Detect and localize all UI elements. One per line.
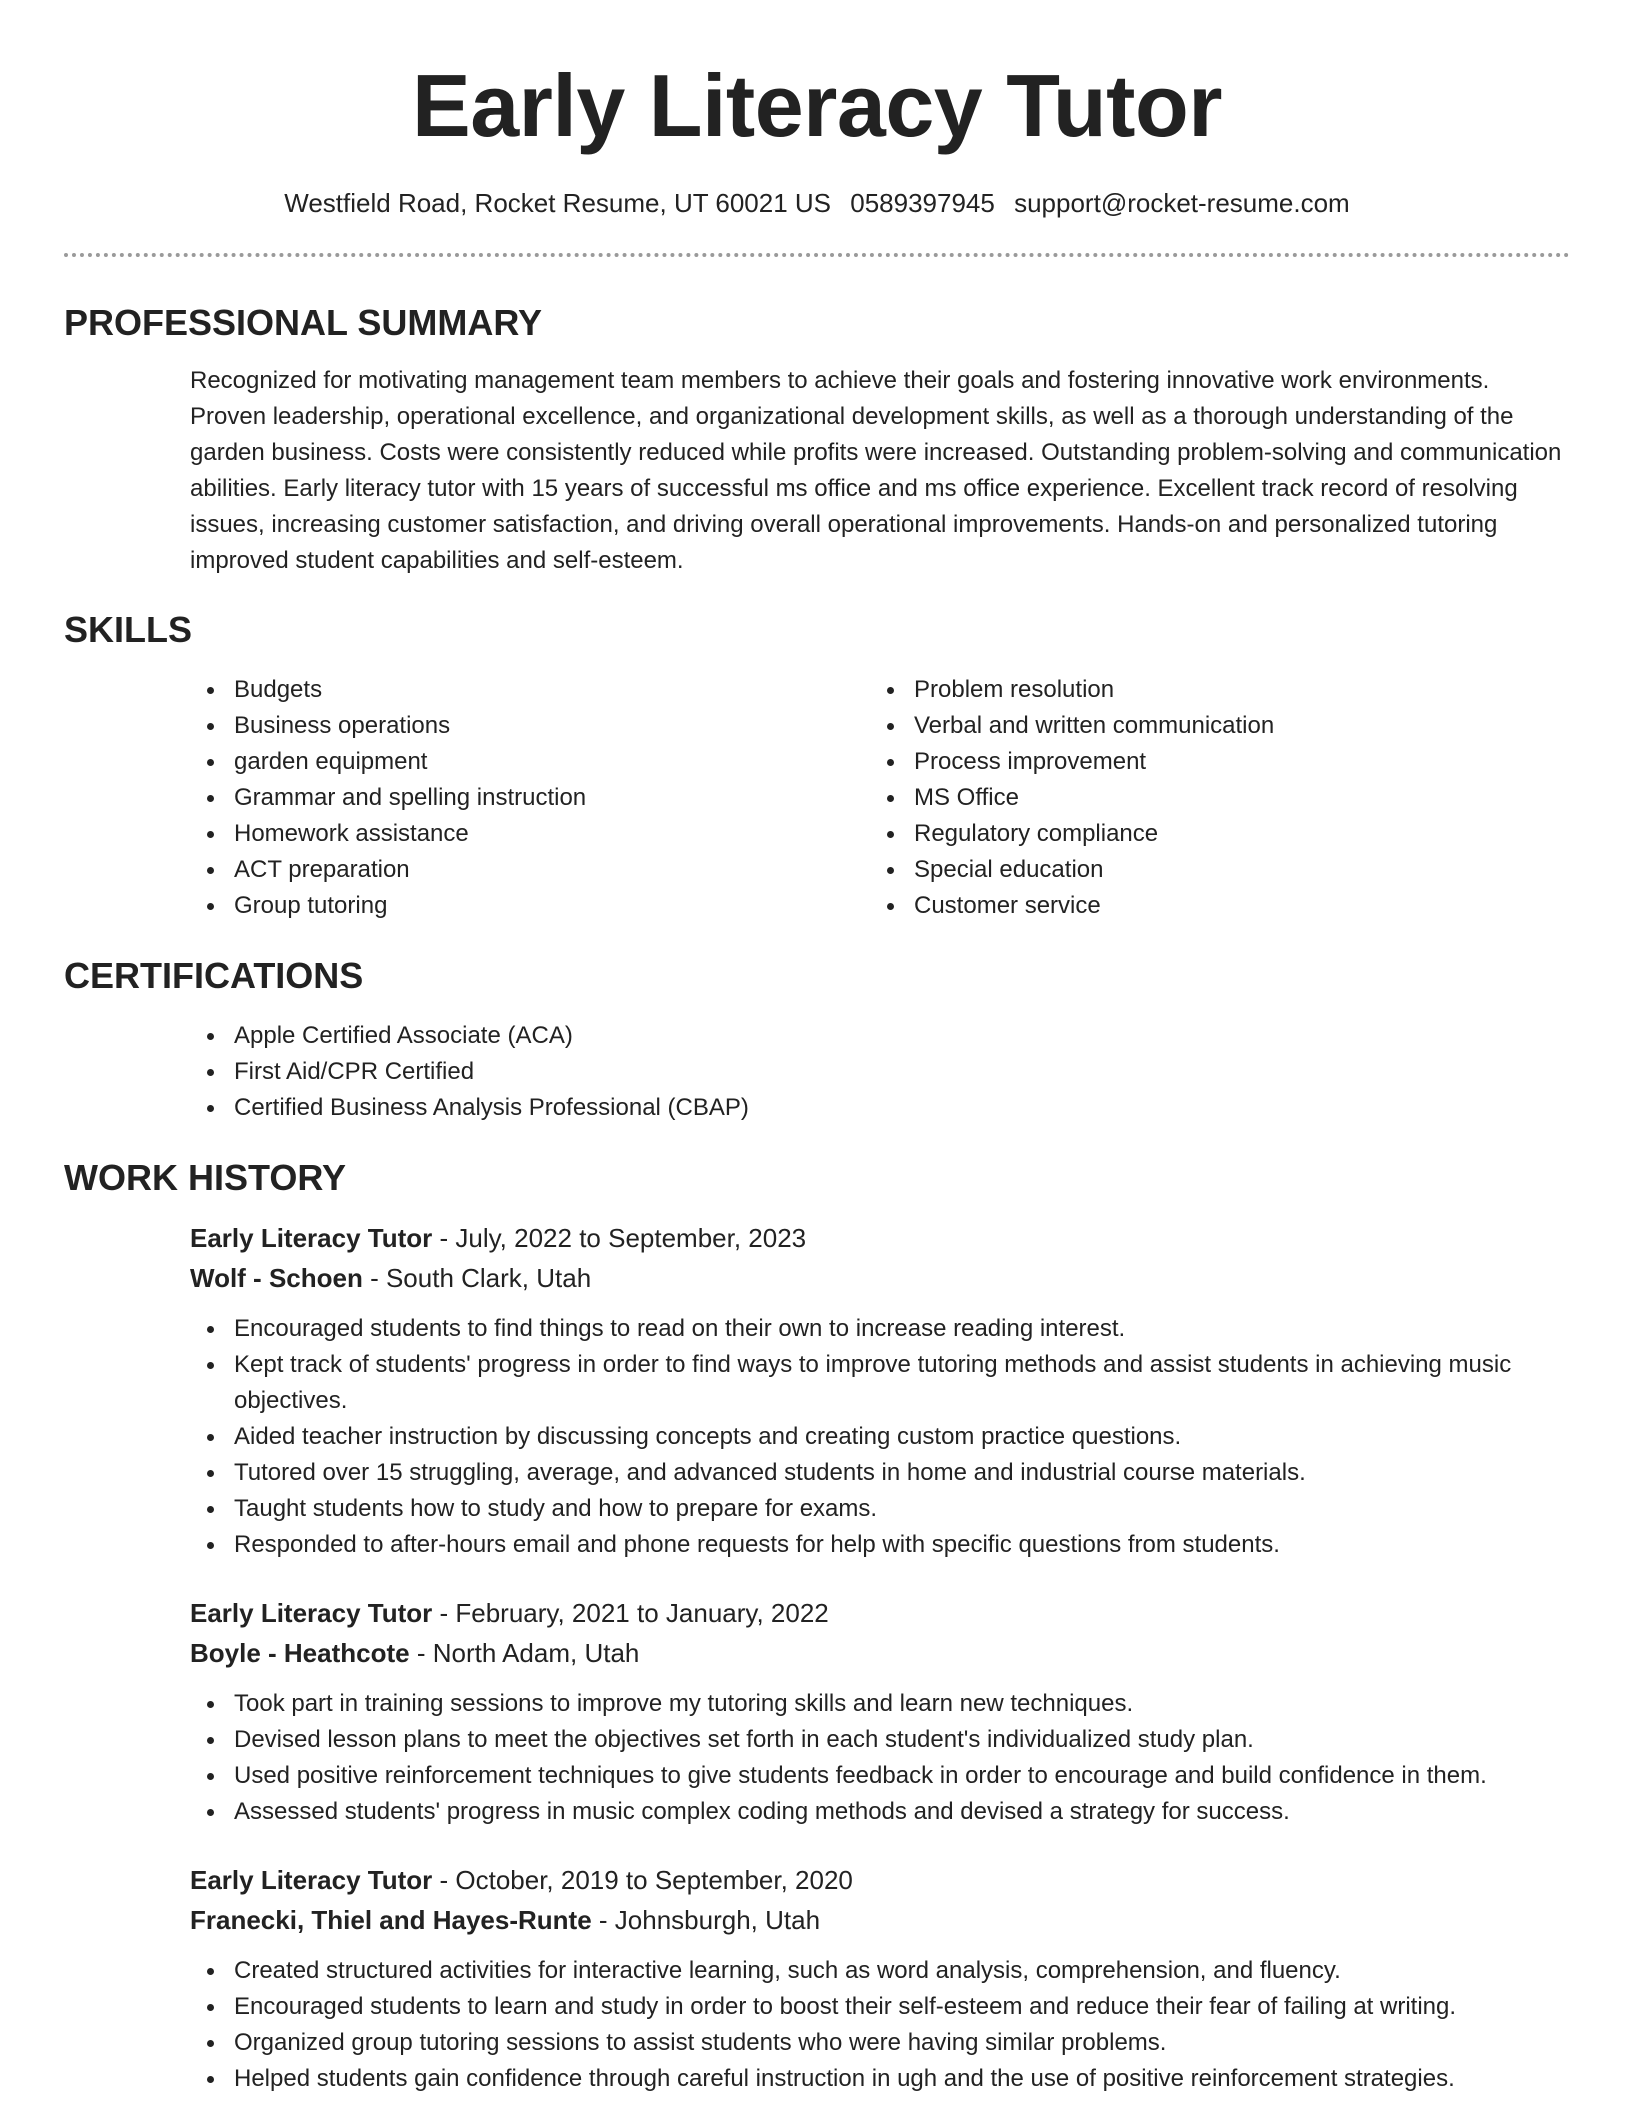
header-divider bbox=[64, 253, 1570, 257]
job-bullet: Assessed students' progress in music complex coding methods and devised a strategy for success. bbox=[190, 1794, 1570, 1830]
skills-heading: SKILLS bbox=[64, 609, 193, 651]
skill-item: ACT preparation bbox=[190, 852, 870, 888]
job-entry bbox=[64, 1218, 1570, 1563]
job-title-line bbox=[190, 1218, 1570, 1258]
job-bullet: Taught students how to study and how to prepare for exams. bbox=[190, 1491, 1570, 1527]
job-title: Early Literacy Tutor bbox=[190, 1865, 433, 1896]
contact-address: Westfield Road, Rocket Resume, UT 60021 US bbox=[284, 188, 832, 218]
job-title: Early Literacy Tutor bbox=[190, 1223, 433, 1254]
resume-page bbox=[64, 0, 1570, 2097]
skill-item: Customer service bbox=[870, 888, 1550, 924]
work-history-heading: WORK HISTORY bbox=[64, 1157, 347, 1199]
job-bullets bbox=[190, 1311, 1570, 1563]
job-bullet: Helped students gain confidence through careful instruction in ugh and the use of positive reinforcement strategies. bbox=[190, 2061, 1570, 2097]
job-company-line bbox=[190, 1258, 1570, 1298]
skill-item: Homework assistance bbox=[190, 816, 870, 852]
summary-section bbox=[64, 302, 1570, 579]
skill-item: Budgets bbox=[190, 672, 870, 708]
summary-text: Recognized for motivating management team members to achieve their goals and fostering innovative work environments. Proven leadership, operational excellence, and organizational development skills, as well as a thorough understanding of the garden business. Costs were consistently reduced while profits were increased. Outstanding problem-solving and communication abilities. Early literacy tutor with 15 years of successful ms office and ms office experience. Excellent track record of resolving issues, increasing customer satisfaction, and driving overall operational improvements. Hands-on and personalized tutoring improved student capabilities and self-esteem. bbox=[190, 367, 1562, 575]
job-bullet: Aided teacher instruction by discussing concepts and creating custom practice questions. bbox=[190, 1419, 1570, 1455]
job-bullet: Kept track of students' progress in order to find ways to improve tutoring methods and assist students in achieving music objectives. bbox=[190, 1347, 1570, 1419]
job-location: - Johnsburgh, Utah bbox=[591, 1905, 821, 1936]
certification-item: Certified Business Analysis Professional (CBAP) bbox=[190, 1090, 1570, 1126]
skill-item: garden equipment bbox=[190, 744, 870, 780]
job-bullet: Took part in training sessions to improve my tutoring skills and learn new techniques. bbox=[190, 1686, 1570, 1722]
job-bullet: Encouraged students to find things to read on their own to increase reading interest. bbox=[190, 1311, 1570, 1347]
skill-item: Special education bbox=[870, 852, 1550, 888]
job-bullet: Devised lesson plans to meet the objectives set forth in each student's individualized study plan. bbox=[190, 1722, 1570, 1758]
skills-list-right bbox=[870, 672, 1550, 924]
job-bullet: Encouraged students to learn and study in order to boost their self-esteem and reduce their fear of failing at writing. bbox=[190, 1989, 1570, 2025]
contact-line bbox=[64, 188, 1570, 219]
job-title-line bbox=[190, 1593, 1570, 1633]
job-title-line bbox=[190, 1860, 1570, 1900]
job-dates: - February, 2021 to January, 2022 bbox=[432, 1598, 829, 1629]
job-title: Early Literacy Tutor bbox=[190, 1598, 433, 1629]
skill-item: Group tutoring bbox=[190, 888, 870, 924]
skills-section bbox=[64, 609, 1570, 924]
job-company: Wolf - Schoen bbox=[190, 1263, 363, 1294]
certifications-list bbox=[190, 1018, 1570, 1126]
skill-item: MS Office bbox=[870, 780, 1550, 816]
skill-item: Business operations bbox=[190, 708, 870, 744]
job-company: Franecki, Thiel and Hayes-Runte bbox=[190, 1905, 592, 1936]
skill-item: Grammar and spelling instruction bbox=[190, 780, 870, 816]
skill-item: Process improvement bbox=[870, 744, 1550, 780]
job-dates: - July, 2022 to September, 2023 bbox=[432, 1223, 807, 1254]
job-bullet: Organized group tutoring sessions to assist students who were having similar problems. bbox=[190, 2025, 1570, 2061]
skills-columns bbox=[190, 672, 1570, 924]
work-history-section bbox=[64, 1157, 1570, 2097]
certification-item: First Aid/CPR Certified bbox=[190, 1054, 1570, 1090]
certifications-section bbox=[64, 955, 1570, 1126]
job-entry bbox=[64, 1860, 1570, 2097]
summary-heading: PROFESSIONAL SUMMARY bbox=[64, 302, 543, 344]
job-bullet: Created structured activities for interactive learning, such as word analysis, comprehension, and fluency. bbox=[190, 1953, 1570, 1989]
certifications-heading: CERTIFICATIONS bbox=[64, 955, 364, 997]
candidate-name: Early Literacy Tutor bbox=[412, 56, 1222, 155]
job-bullet: Responded to after-hours email and phone requests for help with specific questions from students. bbox=[190, 1527, 1570, 1563]
job-company-line bbox=[190, 1633, 1570, 1673]
job-bullet: Tutored over 15 struggling, average, and advanced students in home and industrial course materials. bbox=[190, 1455, 1570, 1491]
job-company: Boyle - Heathcote bbox=[190, 1638, 410, 1669]
contact-email: support@rocket-resume.com bbox=[1014, 188, 1350, 218]
job-location: - South Clark, Utah bbox=[362, 1263, 592, 1294]
job-location: - North Adam, Utah bbox=[409, 1638, 640, 1669]
job-dates: - October, 2019 to September, 2020 bbox=[432, 1865, 853, 1896]
job-company-line bbox=[190, 1900, 1570, 1940]
skill-item: Regulatory compliance bbox=[870, 816, 1550, 852]
job-bullet: Used positive reinforcement techniques to give students feedback in order to encourage and build confidence in them. bbox=[190, 1758, 1570, 1794]
skills-list-left bbox=[190, 672, 870, 924]
skill-item: Problem resolution bbox=[870, 672, 1550, 708]
job-bullets bbox=[190, 1953, 1570, 2097]
certification-item: Apple Certified Associate (ACA) bbox=[190, 1018, 1570, 1054]
contact-phone: 0589397945 bbox=[850, 188, 995, 218]
skill-item: Verbal and written communication bbox=[870, 708, 1550, 744]
job-bullets bbox=[190, 1686, 1570, 1830]
job-entry bbox=[64, 1593, 1570, 1830]
